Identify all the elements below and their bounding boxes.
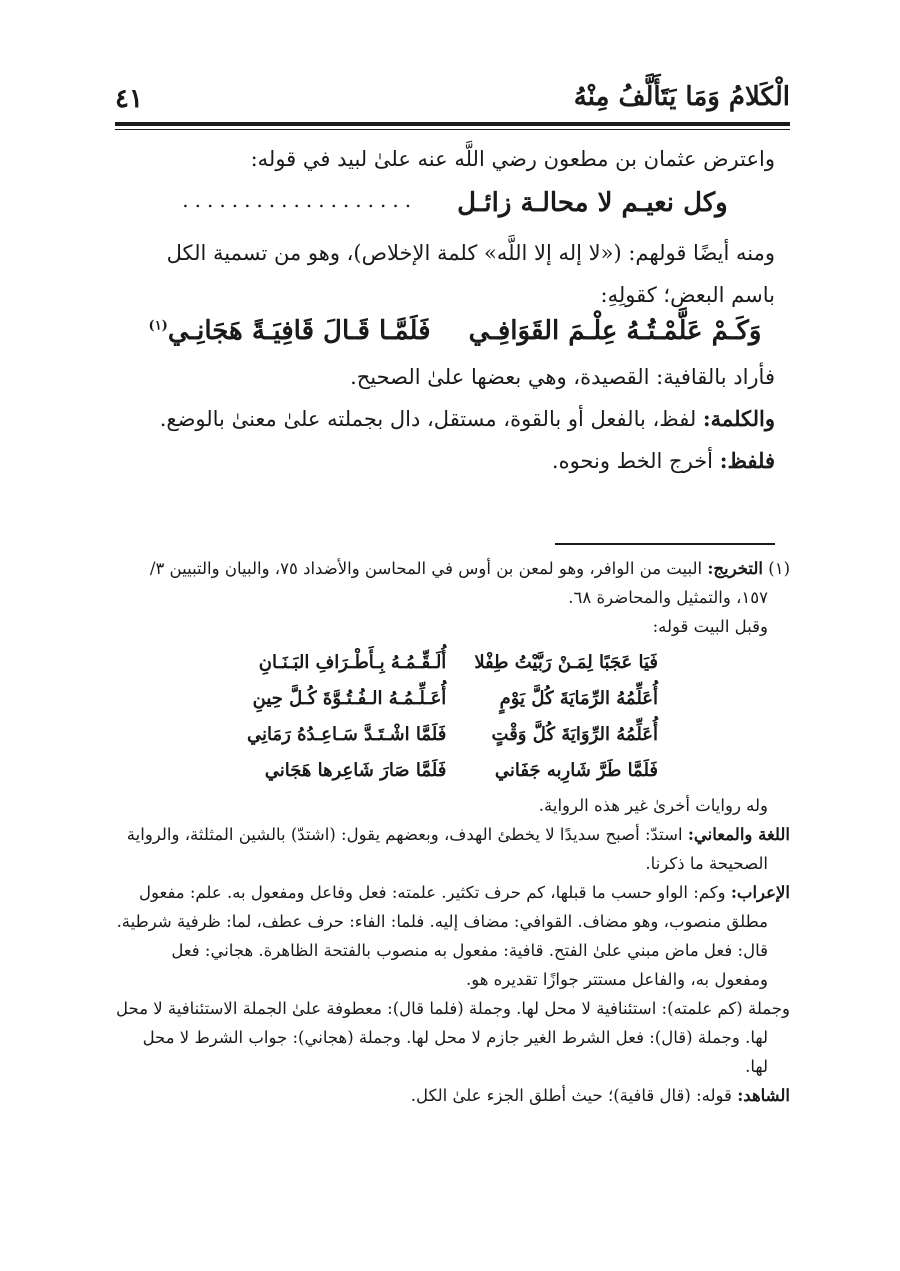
poem-hemistich: أُعَـلِّـمُـهُ الـفُـتُـوَّةَ كُـلَّ حِينِ [252, 688, 447, 709]
footnote-lugha: اللغة والمعاني: استدّ: أصبح سديدًا لا يخطئ الهدف، وبعضهم يقول: (اشتدّ) بالشين المثلثة، والرواية الصحيحة ما ذكرنا. [126, 825, 790, 873]
verse-ellipsis: ................... [182, 188, 418, 212]
header-rule [115, 122, 790, 126]
paragraph-definition: والكلمة: لفظ، بالفعل أو بالقوة، مستقل، دال بجملته علىٰ معنىٰ بالوضع. [159, 406, 775, 431]
footnote-irab: الإعراب: وكم: الواو حسب ما قبلها، كم حرف تكثير. علمته: فعل وفاعل ومفعول به. علم: مفعول مطلق منصوب، وهو مضاف. القوافي: مضاف إليه. فلما: الفاء: حرف عطف، لما: ظرفية شرطية. قال: فعل ماض مبني علىٰ الفتح. قافية: مفعول به منصوب بالفتحة الظاهرة. هجاني: فعل ومفعول به، والفاعل مستتر جوازًا تقديره هو. [116, 883, 790, 989]
header-rule-thin [115, 129, 790, 130]
footnotes [115, 554, 790, 1110]
poem-hemistich: فَلَمَّا اشْـتَـدَّ سَـاعِـدُهُ رَمَانِي [246, 724, 447, 745]
paragraph-qafiya: فأراد بالقافية: القصيدة، وهي بعضها علىٰ الصحيح. [350, 365, 775, 389]
verse-labid [135, 188, 775, 218]
running-title: الْكَلامُ وَمَا يَتَأَلَّفُ مِنْهُ [573, 82, 790, 112]
poem-hemistich: أُعَلِّمُهُ الرِّمَايَةَ كُلَّ يَوْمٍ [499, 688, 659, 709]
footnote-before-verse: وقبل البيت قوله: [652, 617, 768, 636]
paragraph-lafz: فلفظ: أخرج الخط ونحوه. [551, 448, 775, 473]
footnote-shahid: الشاهد: قوله: (قال قافية)؛ حيث أطلق الجزء علىٰ الكل. [410, 1086, 790, 1105]
poem-hemistich: فَلَمَّا صَارَ شَاعِرها هَجَاني [264, 760, 447, 781]
footnote-jumla: وجملة (كم علمته): استئنافية لا محل لها. وجملة (فلما قال): معطوفة علىٰ الجملة الاستئنافية لا محل لها. وجملة (قال): فعل الشرط الغير جازم لا محل لها. وجملة (هجاني): جواب الشرط لا محل لها. [116, 999, 790, 1076]
verse-hemistich-first: وَكَـمْ عَلَّمْـتُـهُ عِلْـمَ القَوَافِـي [468, 316, 762, 346]
verse-hemistich-second: فَلَمَّـا قَـالَ قَافِيَـةً هَجَانِـي$^{(١)}$ [148, 316, 431, 346]
poem-hemistich: فَلَمَّا طَرَّ شَارِبه جَفَاني [494, 760, 659, 781]
main-text [135, 138, 775, 482]
footnote-separator [555, 543, 775, 545]
poem-hemistich: أُلَـقِّـمُـهُ بِـأَطْـرَافِ البَـنَـانِ [258, 652, 447, 673]
paragraph-intro: واعترض عثمان بن مطعون رضي اللَّه عنه علىٰ لبيد في قوله: [250, 147, 775, 171]
poem-hemistich: أُعَلِّمُهُ الرِّوَايَةَ كُلَّ وَقْتٍ [491, 724, 659, 745]
page-number: ٤١ [115, 84, 143, 114]
term-kalima: والكلمة: [702, 406, 775, 431]
page-header [115, 78, 790, 118]
verse-text: وكل نعيـم لا محالـة زائـل [457, 188, 728, 218]
poem-hemistich: فَيَا عَجَبًا لِمَـنْ رَبَّيْتُ طِفْلا [474, 652, 659, 673]
verse-main [135, 316, 775, 346]
paragraph-example: ومنه أيضًا قولهم: («لا إله إلا اللَّه» كلمة الإخلاص)، وهو من تسمية الكل باسم البعض؛ كقولِهِ: [166, 241, 775, 307]
footnote-poem [115, 645, 790, 789]
footnote-other-versions: وله روايات أخرىٰ غير هذه الرواية. [538, 796, 768, 815]
footnote-marker: (١) [148, 318, 168, 334]
term-lafz: فلفظ: [719, 448, 775, 473]
footnote-takhrij: (١) التخريج: البيت من الوافر، وهو لمعن بن أوس في المحاسن والأضداد ٧٥، والبيان والتبيين ٣/ ١٥٧، والتمثيل والمحاضرة ٦٨. [149, 559, 790, 607]
